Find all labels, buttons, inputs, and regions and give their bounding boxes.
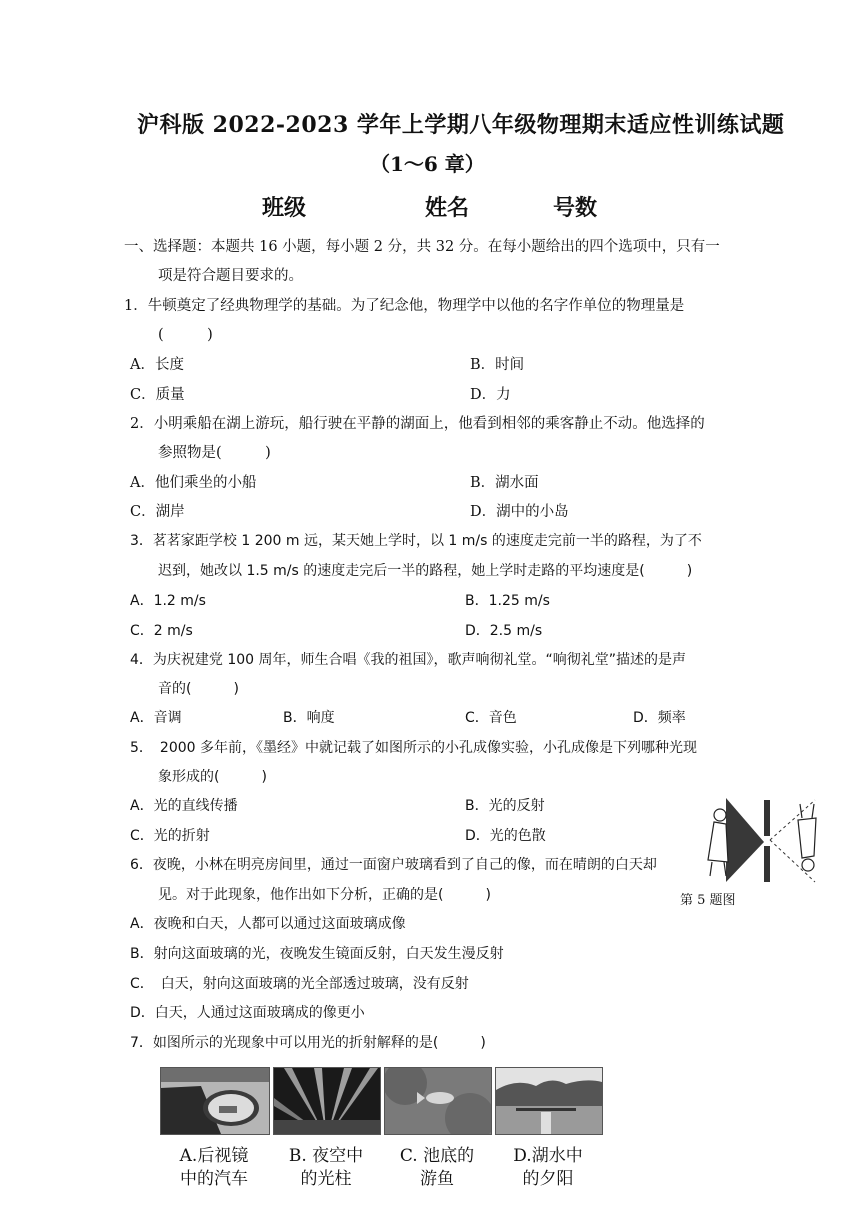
q4-option-c: C．音色 xyxy=(465,710,517,726)
question-5-stem: 5． 2000 多年前，《墨经》中就记载了如图所示的小孔成像实验，小孔成像是下列哪种光现 xyxy=(130,740,697,756)
page-title: 沪科版 2022-2023 学年上学期八年级物理期末适应性训练试题 xyxy=(137,112,785,138)
question-2-stem-cont: 参照物是( ) xyxy=(158,445,271,461)
q7-caption-b xyxy=(273,1145,379,1191)
q3-option-a: A．1.2 m/s xyxy=(130,593,206,609)
section-instruction-cont: 项是符合题目要求的。 xyxy=(158,268,303,284)
question-4-stem: 4．为庆祝建党 100 周年，师生合唱《我的祖国》，歌声响彻礼堂。“响彻礼堂”描述的是声 xyxy=(130,652,687,668)
q1-option-d: D．力 xyxy=(470,387,511,403)
q7-caption-a-line1: A.后视镜 xyxy=(179,1146,249,1166)
rearview-mirror-image xyxy=(161,1068,269,1134)
q7-caption-a xyxy=(160,1145,268,1191)
q2-option-d: D．湖中的小岛 xyxy=(470,504,569,520)
number-label: 号数 xyxy=(553,195,598,221)
q6-option-c: C． 白天，射向这面玻璃的光全部透过玻璃，没有反射 xyxy=(130,976,469,992)
q7-caption-c xyxy=(384,1145,490,1191)
photo-pool-fish xyxy=(384,1067,492,1135)
q4-option-a: A．音调 xyxy=(130,710,182,726)
q3-option-b: B．1.25 m/s xyxy=(465,593,550,609)
question-5-stem-cont: 象形成的( ) xyxy=(158,769,267,785)
q2-option-a: A．他们乘坐的小船 xyxy=(130,475,257,491)
section-instruction: 一、选择题：本题共 16 小题，每小题 2 分，共 32 分。在每小题给出的四个选项中，只有一 xyxy=(124,239,720,255)
question-4-stem-cont: 音的( ) xyxy=(158,681,239,697)
question-6-stem-cont: 见。对于此现象，他作出如下分析，正确的是( ) xyxy=(158,887,491,903)
lake-sunset-image xyxy=(496,1068,602,1134)
q6-option-b: B．射向这面玻璃的光，夜晚发生镜面反射，白天发生漫反射 xyxy=(130,946,504,962)
q7-caption-a-line2: 中的汽车 xyxy=(180,1169,248,1189)
q6-option-d: D．白天，人通过这面玻璃成的像更小 xyxy=(130,1005,365,1021)
pool-fish-image xyxy=(385,1068,491,1134)
question-6-stem: 6．夜晚，小林在明亮房间里，通过一面窗户玻璃看到了自己的像，而在晴朗的白天却 xyxy=(130,857,657,873)
q1-option-b: B．时间 xyxy=(470,357,525,373)
q2-option-c: C．湖岸 xyxy=(130,504,185,520)
pinhole-diagram xyxy=(680,790,830,890)
q2-option-b: B．湖水面 xyxy=(470,475,539,491)
question-2-stem: 2．小明乘船在湖上游玩，船行驶在平静的湖面上，他看到相邻的乘客静止不动。他选择的 xyxy=(130,416,705,432)
photo-rearview-mirror xyxy=(160,1067,270,1135)
q5-option-d: D．光的色散 xyxy=(465,828,546,844)
q4-option-d: D．频率 xyxy=(633,710,686,726)
question-7-stem: 7．如图所示的光现象中可以用光的折射解释的是( ) xyxy=(130,1035,486,1051)
q3-option-c: C．2 m/s xyxy=(130,623,193,639)
q1-option-c: C．质量 xyxy=(130,387,185,403)
q7-caption-d xyxy=(495,1145,601,1191)
q6-option-a: A．夜晚和白天，人都可以通过这面玻璃成像 xyxy=(130,916,406,932)
q4-option-b: B．响度 xyxy=(283,710,335,726)
question-1-stem-cont: ( ) xyxy=(158,327,213,343)
pinhole-figure xyxy=(680,790,830,908)
photo-light-beams xyxy=(273,1067,381,1135)
question-3-stem: 3．茗茗家距学校 1 200 m 远，某天她上学时，以 1 m/s 的速度走完前一半的路程，为了不 xyxy=(130,533,702,549)
question-3-stem-cont: 迟到，她改以 1.5 m/s 的速度走完后一半的路程，她上学时走路的平均速度是( ) xyxy=(158,563,693,579)
q1-option-a: A．长度 xyxy=(130,357,184,373)
photo-lake-sunset xyxy=(495,1067,603,1135)
q7-caption-b-line2: 的光柱 xyxy=(300,1169,352,1189)
q7-caption-b-line1: B. 夜空中 xyxy=(288,1146,364,1166)
q5-option-a: A．光的直线传播 xyxy=(130,798,238,814)
light-beams-image xyxy=(274,1068,380,1134)
q7-caption-c-line1: C. 池底的 xyxy=(399,1146,475,1166)
q7-caption-c-line2: 游鱼 xyxy=(420,1169,454,1189)
question-1-stem: 1．牛顿奠定了经典物理学的基础。为了纪念他，物理学中以他的名字作单位的物理量是 xyxy=(124,298,685,314)
class-label: 班级 xyxy=(262,195,307,221)
figure-5-caption: 第 5 题图 xyxy=(680,893,736,908)
chapter-range: （1～6 章） xyxy=(370,152,485,176)
q3-option-d: D．2.5 m/s xyxy=(465,623,543,639)
q5-option-c: C．光的折射 xyxy=(130,828,210,844)
name-label: 姓名 xyxy=(425,195,470,221)
q7-caption-d-line1: D.湖水中 xyxy=(513,1146,583,1166)
q7-caption-d-line2: 的夕阳 xyxy=(522,1169,574,1189)
q5-option-b: B．光的反射 xyxy=(465,798,545,814)
